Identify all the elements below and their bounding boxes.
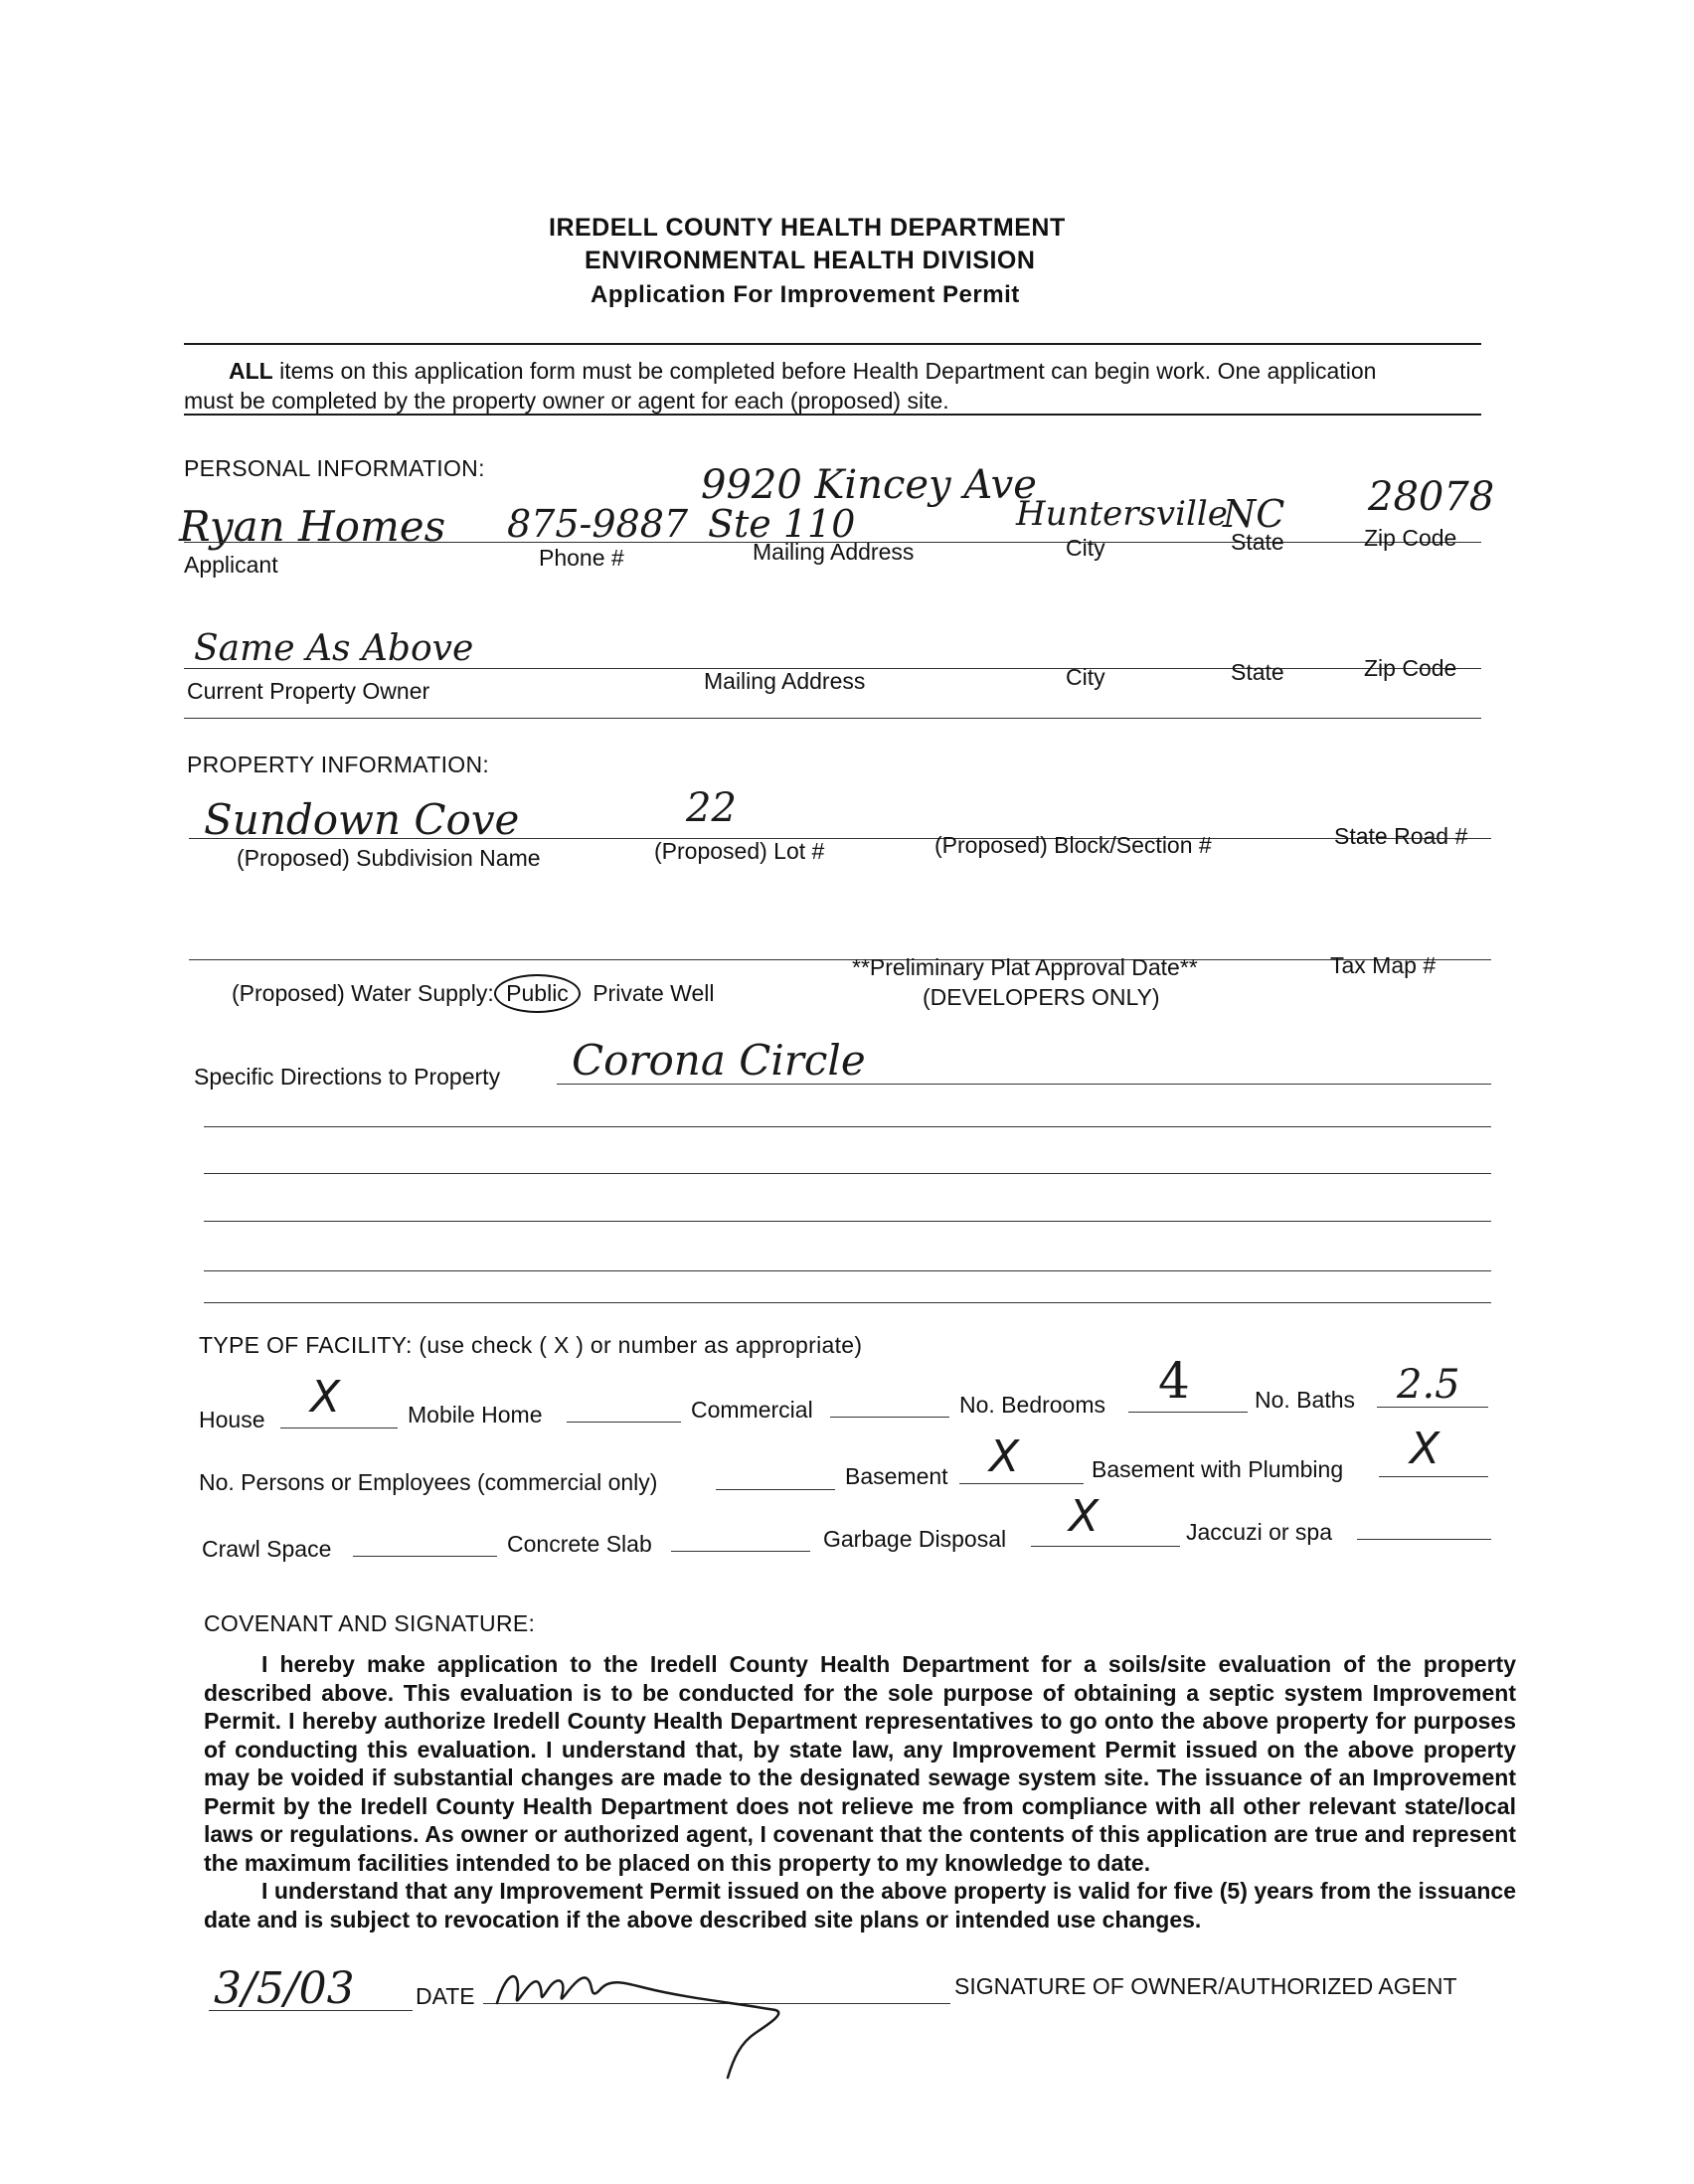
date-value: 3/5/03 <box>214 1963 355 2014</box>
subdivision-value: Sundown Cove <box>204 795 520 844</box>
covenant-heading: COVENANT AND SIGNATURE: <box>204 1610 536 1636</box>
crawl-space-blank <box>353 1556 497 1557</box>
garbage-disposal-label: Garbage Disposal <box>823 1526 1007 1552</box>
mailing-line-1-value: 9920 Kincey Ave <box>701 462 1037 508</box>
concrete-slab-blank <box>671 1551 810 1552</box>
state-label: State <box>1231 529 1284 555</box>
block-label: (Proposed) Block/Section # <box>934 832 1212 858</box>
jaccuzi-blank <box>1357 1539 1491 1540</box>
owner-value: Same As Above <box>194 628 474 669</box>
concrete-slab-label: Concrete Slab <box>507 1531 652 1557</box>
lot-label: (Proposed) Lot # <box>654 838 825 864</box>
directions-line-4 <box>204 1221 1491 1222</box>
mailing-line-2-value: Ste 110 <box>708 502 856 546</box>
plat-label: **Preliminary Plat Approval Date** <box>852 954 1198 980</box>
header-form-title: Application For Improvement Permit <box>591 281 1020 308</box>
owner-city-label: City <box>1066 664 1105 690</box>
commercial-label: Commercial <box>691 1397 813 1423</box>
directions-line-5 <box>204 1270 1491 1271</box>
zip-value: 28078 <box>1368 474 1495 520</box>
basement-plumbing-label: Basement with Plumbing <box>1092 1456 1344 1482</box>
personal-heading: PERSONAL INFORMATION: <box>184 455 485 481</box>
public-option-label: Public <box>506 980 569 1006</box>
basement-check: X <box>989 1431 1020 1482</box>
directions-line-3 <box>204 1173 1491 1174</box>
subdivision-line <box>189 838 1491 839</box>
water-line <box>189 959 1491 960</box>
zip-label: Zip Code <box>1364 525 1457 551</box>
subdivision-label: (Proposed) Subdivision Name <box>237 845 541 871</box>
garbage-disposal-check: X <box>1069 1491 1100 1542</box>
jaccuzi-label: Jaccuzi or spa <box>1186 1519 1333 1545</box>
owner-mailing-label: Mailing Address <box>704 668 866 694</box>
public-option <box>494 974 581 1013</box>
commercial-blank <box>830 1417 949 1418</box>
phone-value: 875-9887 <box>507 502 689 546</box>
mobile-home-label: Mobile Home <box>408 1402 543 1428</box>
intro-bold-lead: ALL <box>229 358 273 384</box>
directions-value: Corona Circle <box>572 1036 866 1085</box>
property-heading: PROPERTY INFORMATION: <box>187 752 490 777</box>
covenant-paragraph-2: I understand that any Improvement Permit issued on the above property is valid for five (5) years from the issuance date and is subject to revocation if the above described site plans or intended use changes. <box>204 1878 1516 1932</box>
mailing-label: Mailing Address <box>753 539 915 565</box>
baths-value: 2.5 <box>1397 1362 1460 1408</box>
city-label: City <box>1066 535 1105 561</box>
intro-line-1-text: items on this application form must be completed before Health Department can begin work. One application <box>272 358 1377 384</box>
facility-heading: TYPE OF FACILITY: (use check ( X ) or number as appropriate) <box>199 1332 863 1358</box>
persons-label: No. Persons or Employees (commercial only) <box>199 1469 658 1495</box>
city-value: Huntersville <box>1016 494 1228 534</box>
plat-sub-label: (DEVELOPERS ONLY) <box>923 984 1160 1010</box>
tax-map-label: Tax Map # <box>1330 952 1437 978</box>
header-department: IREDELL COUNTY HEALTH DEPARTMENT <box>549 214 1066 242</box>
basement-plumbing-check: X <box>1410 1424 1440 1474</box>
directions-line-2 <box>204 1126 1491 1127</box>
state-value: NC <box>1223 492 1285 536</box>
bedrooms-label: No. Bedrooms <box>959 1392 1106 1418</box>
house-label: House <box>199 1407 265 1432</box>
date-label: DATE <box>416 1983 475 2009</box>
house-check: X <box>310 1372 341 1423</box>
owner-zip-label: Zip Code <box>1364 655 1457 681</box>
directions-line-6 <box>204 1302 1491 1303</box>
owner-label: Current Property Owner <box>187 678 430 704</box>
bedrooms-blank <box>1128 1412 1248 1413</box>
garbage-disposal-blank <box>1031 1546 1180 1547</box>
private-well-option: Private Well <box>593 980 715 1006</box>
basement-label: Basement <box>845 1463 948 1489</box>
covenant-paragraph-1: I hereby make application to the Iredell County Health Department for a soils/site evaluation of the property described above. This evaluation is to be conducted for the sole purpose of obtaining a septic system Improvement Permit. I hereby authorize Iredell County Health Department representatives to go onto the above property for purposes of conducting this evaluation. I understand that, by state law, any Improvement Permit issued on the above property may be voided if substantial changes are made to the designated sewage system site. The issuance of an Improvement Permit by the Iredell County Health Department does not relieve me from compliance with all other relevant state/local laws or regulations. As owner or authorized agent, I covenant that the contents of this application are true and represent the maximum facilities intended to be placed on this property to my knowledge to date. <box>204 1651 1516 1876</box>
basement-plumbing-blank <box>1379 1476 1488 1477</box>
signature-stroke <box>497 1976 778 2078</box>
persons-blank <box>716 1489 835 1490</box>
applicant-label: Applicant <box>184 552 278 578</box>
signature-mark <box>477 1948 835 2088</box>
personal-bottom-rule <box>184 718 1481 719</box>
intro-rule <box>184 414 1481 416</box>
header-division: ENVIRONMENTAL HEALTH DIVISION <box>585 247 1036 274</box>
covenant-body <box>204 1650 1516 1933</box>
header-rule <box>184 343 1481 345</box>
lot-value: 22 <box>686 785 737 831</box>
signature-label: SIGNATURE OF OWNER/AUTHORIZED AGENT <box>954 1973 1457 1999</box>
water-label <box>232 974 714 1013</box>
state-road-label: State Road # <box>1334 823 1468 849</box>
baths-label: No. Baths <box>1255 1387 1355 1413</box>
mobile-home-blank <box>567 1422 681 1423</box>
intro-line-1 <box>229 358 1376 385</box>
water-supply-label: (Proposed) Water Supply: <box>232 980 494 1006</box>
directions-line-1 <box>557 1084 1491 1085</box>
owner-state-label: State <box>1231 659 1284 685</box>
applicant-value: Ryan Homes <box>179 502 446 551</box>
date-blank <box>209 2010 413 2011</box>
crawl-space-label: Crawl Space <box>202 1536 332 1562</box>
intro-line-2: must be completed by the property owner or agent for each (proposed) site. <box>184 388 949 414</box>
bedrooms-value: 4 <box>1158 1352 1190 1410</box>
directions-label: Specific Directions to Property <box>194 1064 501 1090</box>
phone-label: Phone # <box>539 545 624 571</box>
basement-blank <box>959 1483 1084 1484</box>
